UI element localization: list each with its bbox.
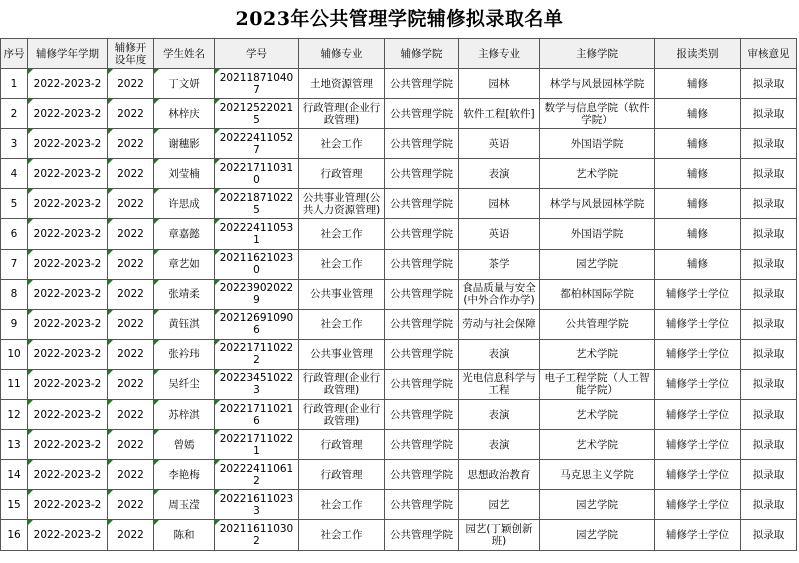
cell-minor-college: 公共管理学院	[385, 430, 459, 460]
cell-enroll-type: 辅修学士学位	[655, 490, 741, 520]
cell-student-id: 202224110527	[215, 129, 299, 159]
cell-enroll-type: 辅修学士学位	[655, 460, 741, 490]
cell-student-name: 张衿玮	[154, 339, 215, 369]
cell-minor-college: 公共管理学院	[385, 369, 459, 399]
cell-minor-college: 公共管理学院	[385, 249, 459, 279]
cell-student-name: 谢穗影	[154, 129, 215, 159]
cell-major: 园艺	[459, 490, 540, 520]
cell-student-id: 202224110612	[215, 460, 299, 490]
cell-term: 2022-2023-2	[28, 400, 108, 430]
cell-year: 2022	[108, 99, 154, 129]
cell-index: 16	[1, 520, 28, 550]
cell-major: 园林	[459, 69, 540, 99]
header-major-college: 主修学院	[540, 39, 655, 69]
cell-major: 思想政治教育	[459, 460, 540, 490]
table-row	[1, 99, 797, 129]
cell-student-name: 曾嫣	[154, 430, 215, 460]
cell-minor-college: 公共管理学院	[385, 339, 459, 369]
header-enroll-type: 报读类别	[655, 39, 741, 69]
cell-major-college: 外国语学院	[540, 129, 655, 159]
cell-index: 9	[1, 309, 28, 339]
header-minor-college: 辅修学院	[385, 39, 459, 69]
cell-review: 拟录取	[741, 69, 797, 99]
cell-minor-major: 行政管理	[299, 159, 385, 189]
table-row	[1, 279, 797, 309]
cell-minor-college: 公共管理学院	[385, 159, 459, 189]
cell-enroll-type: 辅修	[655, 99, 741, 129]
cell-minor-college: 公共管理学院	[385, 520, 459, 550]
cell-index: 7	[1, 249, 28, 279]
header-year: 辅修开设年度	[108, 39, 154, 69]
cell-term: 2022-2023-2	[28, 219, 108, 249]
cell-minor-major: 行政管理(企业行政管理)	[299, 369, 385, 399]
cell-major: 茶学	[459, 249, 540, 279]
cell-index: 2	[1, 99, 28, 129]
cell-minor-college: 公共管理学院	[385, 129, 459, 159]
cell-review: 拟录取	[741, 189, 797, 219]
cell-index: 4	[1, 159, 28, 189]
cell-major: 食品质量与安全(中外合作办学)	[459, 279, 540, 309]
cell-enroll-type: 辅修	[655, 159, 741, 189]
cell-enroll-type: 辅修学士学位	[655, 279, 741, 309]
cell-major-college: 外国语学院	[540, 219, 655, 249]
cell-major-college: 数学与信息学院（软件学院）	[540, 99, 655, 129]
cell-major: 园艺(丁颖创新班)	[459, 520, 540, 550]
cell-review: 拟录取	[741, 99, 797, 129]
cell-major: 表演	[459, 430, 540, 460]
cell-enroll-type: 辅修学士学位	[655, 309, 741, 339]
table-row	[1, 159, 797, 189]
cell-student-name: 李艳梅	[154, 460, 215, 490]
table-row	[1, 129, 797, 159]
cell-student-name: 林梓庆	[154, 99, 215, 129]
page-title: 2023年公共管理学院辅修拟录取名单	[235, 8, 564, 30]
cell-student-id: 202116110302	[215, 520, 299, 550]
cell-minor-major: 行政管理	[299, 430, 385, 460]
admission-table	[0, 38, 797, 551]
cell-major-college: 艺术学院	[540, 159, 655, 189]
cell-term: 2022-2023-2	[28, 129, 108, 159]
cell-student-name: 苏梓淇	[154, 400, 215, 430]
cell-term: 2022-2023-2	[28, 159, 108, 189]
cell-minor-college: 公共管理学院	[385, 69, 459, 99]
cell-major-college: 园艺学院	[540, 490, 655, 520]
cell-major: 园林	[459, 189, 540, 219]
cell-minor-college: 公共管理学院	[385, 279, 459, 309]
cell-student-id: 202116210230	[215, 249, 299, 279]
cell-major-college: 艺术学院	[540, 430, 655, 460]
cell-major: 英语	[459, 219, 540, 249]
cell-minor-major: 行政管理	[299, 460, 385, 490]
cell-student-name: 周玉滢	[154, 490, 215, 520]
cell-review: 拟录取	[741, 400, 797, 430]
cell-student-id: 202217110222	[215, 339, 299, 369]
cell-enroll-type: 辅修学士学位	[655, 400, 741, 430]
cell-student-name: 丁文妍	[154, 69, 215, 99]
cell-minor-major: 土地资源管理	[299, 69, 385, 99]
cell-student-id: 202217110221	[215, 430, 299, 460]
cell-minor-college: 公共管理学院	[385, 189, 459, 219]
table-header-row	[1, 39, 797, 69]
cell-year: 2022	[108, 490, 154, 520]
table-row	[1, 369, 797, 399]
cell-term: 2022-2023-2	[28, 369, 108, 399]
header-review: 审核意见	[741, 39, 797, 69]
cell-term: 2022-2023-2	[28, 520, 108, 550]
header-major: 主修专业	[459, 39, 540, 69]
cell-enroll-type: 辅修	[655, 129, 741, 159]
cell-student-id: 202126910906	[215, 309, 299, 339]
cell-year: 2022	[108, 159, 154, 189]
cell-student-id: 202217110310	[215, 159, 299, 189]
cell-review: 拟录取	[741, 159, 797, 189]
cell-major-college: 园艺学院	[540, 249, 655, 279]
table-row	[1, 219, 797, 249]
table-row	[1, 490, 797, 520]
table-row	[1, 69, 797, 99]
cell-index: 15	[1, 490, 28, 520]
cell-term: 2022-2023-2	[28, 430, 108, 460]
cell-student-id: 202217110216	[215, 400, 299, 430]
cell-major-college: 园艺学院	[540, 520, 655, 550]
cell-minor-college: 公共管理学院	[385, 219, 459, 249]
cell-student-id: 202239020229	[215, 279, 299, 309]
cell-minor-major: 行政管理(企业行政管理)	[299, 99, 385, 129]
cell-student-name: 陈和	[154, 520, 215, 550]
table-row	[1, 249, 797, 279]
cell-year: 2022	[108, 460, 154, 490]
cell-year: 2022	[108, 69, 154, 99]
table-row	[1, 309, 797, 339]
cell-term: 2022-2023-2	[28, 460, 108, 490]
cell-year: 2022	[108, 339, 154, 369]
cell-major: 光电信息科学与工程	[459, 369, 540, 399]
cell-index: 13	[1, 430, 28, 460]
cell-review: 拟录取	[741, 219, 797, 249]
cell-major-college: 马克思主义学院	[540, 460, 655, 490]
cell-student-name: 吴纤尘	[154, 369, 215, 399]
cell-major-college: 艺术学院	[540, 400, 655, 430]
cell-enroll-type: 辅修学士学位	[655, 369, 741, 399]
cell-year: 2022	[108, 309, 154, 339]
cell-major: 软件工程[软件]	[459, 99, 540, 129]
cell-major-college: 公共管理学院	[540, 309, 655, 339]
cell-minor-major: 社会工作	[299, 129, 385, 159]
cell-major: 英语	[459, 129, 540, 159]
cell-term: 2022-2023-2	[28, 189, 108, 219]
cell-minor-major: 社会工作	[299, 309, 385, 339]
cell-review: 拟录取	[741, 430, 797, 460]
header-term: 辅修学年学期	[28, 39, 108, 69]
cell-year: 2022	[108, 520, 154, 550]
cell-term: 2022-2023-2	[28, 69, 108, 99]
cell-year: 2022	[108, 249, 154, 279]
table-row	[1, 460, 797, 490]
table-row	[1, 339, 797, 369]
cell-minor-college: 公共管理学院	[385, 460, 459, 490]
cell-year: 2022	[108, 430, 154, 460]
cell-student-name: 章艺如	[154, 249, 215, 279]
cell-review: 拟录取	[741, 309, 797, 339]
cell-minor-college: 公共管理学院	[385, 309, 459, 339]
cell-major: 表演	[459, 339, 540, 369]
cell-minor-major: 社会工作	[299, 219, 385, 249]
table-row	[1, 520, 797, 550]
cell-enroll-type: 辅修	[655, 249, 741, 279]
cell-index: 10	[1, 339, 28, 369]
cell-term: 2022-2023-2	[28, 99, 108, 129]
cell-major-college: 林学与风景园林学院	[540, 69, 655, 99]
cell-review: 拟录取	[741, 339, 797, 369]
cell-year: 2022	[108, 219, 154, 249]
cell-review: 拟录取	[741, 460, 797, 490]
cell-student-id: 202125220215	[215, 99, 299, 129]
cell-major-college: 林学与风景园林学院	[540, 189, 655, 219]
cell-term: 2022-2023-2	[28, 249, 108, 279]
cell-term: 2022-2023-2	[28, 339, 108, 369]
cell-minor-college: 公共管理学院	[385, 490, 459, 520]
cell-index: 8	[1, 279, 28, 309]
cell-enroll-type: 辅修	[655, 219, 741, 249]
cell-enroll-type: 辅修学士学位	[655, 430, 741, 460]
cell-minor-college: 公共管理学院	[385, 400, 459, 430]
cell-enroll-type: 辅修学士学位	[655, 339, 741, 369]
cell-index: 11	[1, 369, 28, 399]
header-student-id: 学号	[215, 39, 299, 69]
cell-year: 2022	[108, 129, 154, 159]
cell-major-college: 电子工程学院（人工智能学院）	[540, 369, 655, 399]
cell-index: 6	[1, 219, 28, 249]
cell-term: 2022-2023-2	[28, 309, 108, 339]
cell-index: 1	[1, 69, 28, 99]
cell-enroll-type: 辅修	[655, 189, 741, 219]
cell-review: 拟录取	[741, 249, 797, 279]
cell-student-name: 张靖柔	[154, 279, 215, 309]
cell-enroll-type: 辅修学士学位	[655, 520, 741, 550]
cell-minor-major: 行政管理(企业行政管理)	[299, 400, 385, 430]
cell-index: 14	[1, 460, 28, 490]
cell-enroll-type: 辅修	[655, 69, 741, 99]
cell-year: 2022	[108, 189, 154, 219]
cell-student-id: 202234510223	[215, 369, 299, 399]
table-row	[1, 430, 797, 460]
cell-term: 2022-2023-2	[28, 279, 108, 309]
cell-year: 2022	[108, 400, 154, 430]
cell-student-id: 202216110233	[215, 490, 299, 520]
cell-review: 拟录取	[741, 520, 797, 550]
cell-minor-major: 社会工作	[299, 520, 385, 550]
cell-minor-major: 公共事业管理	[299, 339, 385, 369]
cell-major: 表演	[459, 400, 540, 430]
cell-minor-college: 公共管理学院	[385, 99, 459, 129]
table-row	[1, 400, 797, 430]
cell-index: 5	[1, 189, 28, 219]
cell-review: 拟录取	[741, 490, 797, 520]
cell-minor-major: 公共事业管理(公共人力资源管理)	[299, 189, 385, 219]
cell-student-id: 202224110531	[215, 219, 299, 249]
cell-major-college: 都柏林国际学院	[540, 279, 655, 309]
cell-major: 劳动与社会保障	[459, 309, 540, 339]
cell-minor-major: 社会工作	[299, 490, 385, 520]
header-minor-major: 辅修专业	[299, 39, 385, 69]
cell-minor-major: 公共事业管理	[299, 279, 385, 309]
cell-major: 表演	[459, 159, 540, 189]
table-row	[1, 189, 797, 219]
cell-student-name: 刘莹楠	[154, 159, 215, 189]
cell-student-name: 黄钰淇	[154, 309, 215, 339]
cell-index: 3	[1, 129, 28, 159]
header-index: 序号	[1, 39, 28, 69]
cell-review: 拟录取	[741, 369, 797, 399]
cell-student-name: 章嘉懿	[154, 219, 215, 249]
cell-review: 拟录取	[741, 129, 797, 159]
cell-student-name: 许思成	[154, 189, 215, 219]
header-student-name: 学生姓名	[154, 39, 215, 69]
cell-major-college: 艺术学院	[540, 339, 655, 369]
cell-term: 2022-2023-2	[28, 490, 108, 520]
cell-minor-major: 社会工作	[299, 249, 385, 279]
cell-student-id: 202218710225	[215, 189, 299, 219]
cell-review: 拟录取	[741, 279, 797, 309]
cell-student-id: 202118710407	[215, 69, 299, 99]
cell-year: 2022	[108, 279, 154, 309]
cell-index: 12	[1, 400, 28, 430]
cell-year: 2022	[108, 369, 154, 399]
